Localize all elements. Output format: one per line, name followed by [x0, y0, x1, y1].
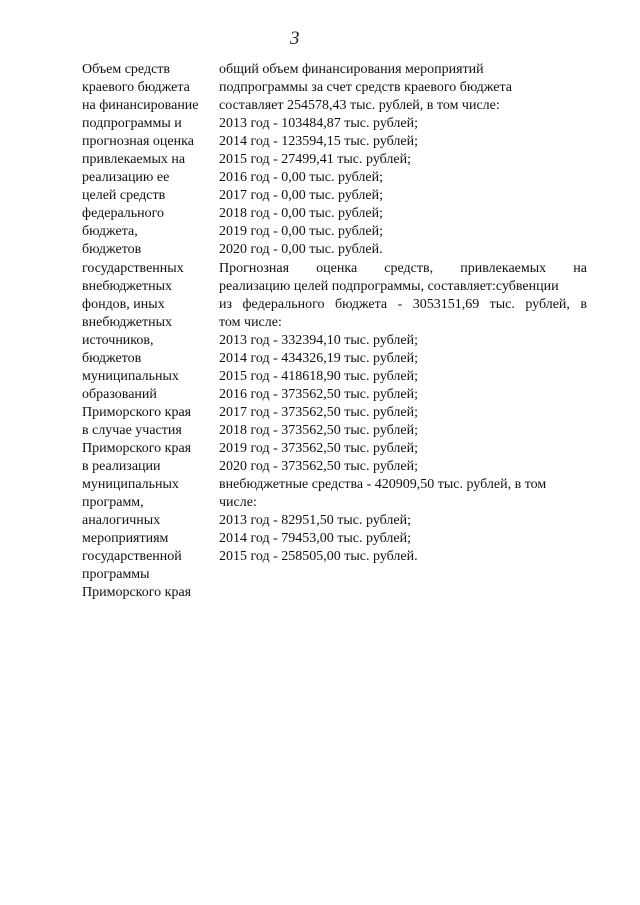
label-line: муниципальных	[82, 477, 179, 493]
extrabudgetary-year-line: 2013 год - 82951,50 тыс. рублей;	[219, 513, 412, 529]
label-line: программ,	[82, 495, 144, 511]
label-line: государственной	[82, 549, 182, 565]
federal-year-line: 2016 год - 373562,50 тыс. рублей;	[219, 386, 419, 402]
label-line: Объем средств	[82, 62, 171, 77]
federal-year-line: 2013 год - 332394,10 тыс. рублей;	[219, 332, 419, 348]
regional-year-line: 2020 год - 0,00 тыс. рублей.	[219, 242, 383, 258]
label-line: на финансирование	[82, 98, 199, 114]
federal-year-line: 2015 год - 418618,90 тыс. рублей;	[219, 368, 419, 384]
forecast-intro-line: том числе:	[219, 314, 282, 330]
label-line: целей средств	[82, 188, 166, 204]
federal-year-line: 2019 год - 373562,50 тыс. рублей;	[219, 440, 419, 456]
budget-summary-line: общий объем финансирования мероприятий	[219, 62, 484, 77]
label-line: аналогичных	[82, 513, 161, 529]
label-line: в случае участия	[82, 422, 182, 438]
forecast-intro-line: Прогнозная оценка средств, привлекаемых на	[219, 260, 587, 276]
budget-summary-line: составляет 254578,43 тыс. рублей, в том числе:	[219, 98, 500, 114]
forecast-intro-line: из федерального бюджета - 3053151,69 тыс. рублей, в	[219, 296, 587, 312]
label-line: программы	[82, 567, 150, 583]
label-line: муниципальных	[82, 368, 179, 384]
regional-year-line: 2017 год - 0,00 тыс. рублей;	[219, 188, 384, 204]
label-line: бюджетов	[82, 242, 142, 258]
extrabudgetary-intro-line: числе:	[219, 495, 257, 511]
federal-year-line: 2014 год - 434326,19 тыс. рублей;	[219, 350, 419, 366]
label-line: мероприятиям	[82, 531, 169, 547]
label-line: Приморского края	[82, 585, 192, 601]
label-line: прогнозная оценка	[82, 134, 194, 150]
page-number: 3	[290, 28, 300, 49]
label-line: краевого бюджета	[82, 80, 190, 96]
federal-year-line: 2017 год - 373562,50 тыс. рублей;	[219, 404, 419, 420]
regional-year-line: 2015 год - 27499,41 тыс. рублей;	[219, 152, 412, 168]
extrabudgetary-year-line: 2015 год - 258505,00 тыс. рублей.	[219, 549, 418, 565]
label-line: бюджетов	[82, 350, 142, 366]
regional-year-line: 2018 год - 0,00 тыс. рублей;	[219, 206, 384, 222]
regional-year-line: 2013 год - 103484,87 тыс. рублей;	[219, 116, 419, 132]
label-line: образований	[82, 386, 157, 402]
label-line: привлекаемых на	[82, 152, 186, 168]
parameter-label-column	[82, 61, 214, 602]
label-line: подпрограммы и	[82, 116, 182, 132]
extrabudgetary-year-line: 2014 год - 79453,00 тыс. рублей;	[219, 531, 412, 547]
regional-year-line: 2019 год - 0,00 тыс. рублей;	[219, 224, 384, 240]
federal-year-line: 2018 год - 373562,50 тыс. рублей;	[219, 422, 419, 438]
label-line: источников,	[82, 332, 154, 348]
regional-year-line: 2014 год - 123594,15 тыс. рублей;	[219, 134, 419, 150]
budget-summary-line: подпрограммы за счет средств краевого бюджета	[219, 80, 512, 96]
label-line: в реализации	[82, 459, 161, 475]
label-line: Приморского края	[82, 440, 192, 456]
forecast-intro-line: реализацию целей подпрограммы, составляет:субвенции	[219, 278, 559, 294]
label-line: фондов, иных	[82, 296, 165, 312]
regional-year-line: 2016 год - 0,00 тыс. рублей;	[219, 170, 384, 186]
label-line: бюджета,	[82, 224, 138, 240]
federal-year-line: 2020 год - 373562,50 тыс. рублей;	[219, 459, 419, 475]
label-line: внебюджетных	[82, 314, 173, 330]
label-line: Приморского края	[82, 404, 192, 420]
extrabudgetary-intro-line: внебюджетные средства - 420909,50 тыс. рублей, в том	[219, 477, 547, 493]
label-line: реализацию ее	[82, 170, 170, 186]
parameter-value-column	[219, 61, 587, 566]
label-line: государственных	[82, 260, 184, 276]
label-line: внебюджетных	[82, 278, 173, 294]
label-line: федерального	[82, 206, 165, 222]
